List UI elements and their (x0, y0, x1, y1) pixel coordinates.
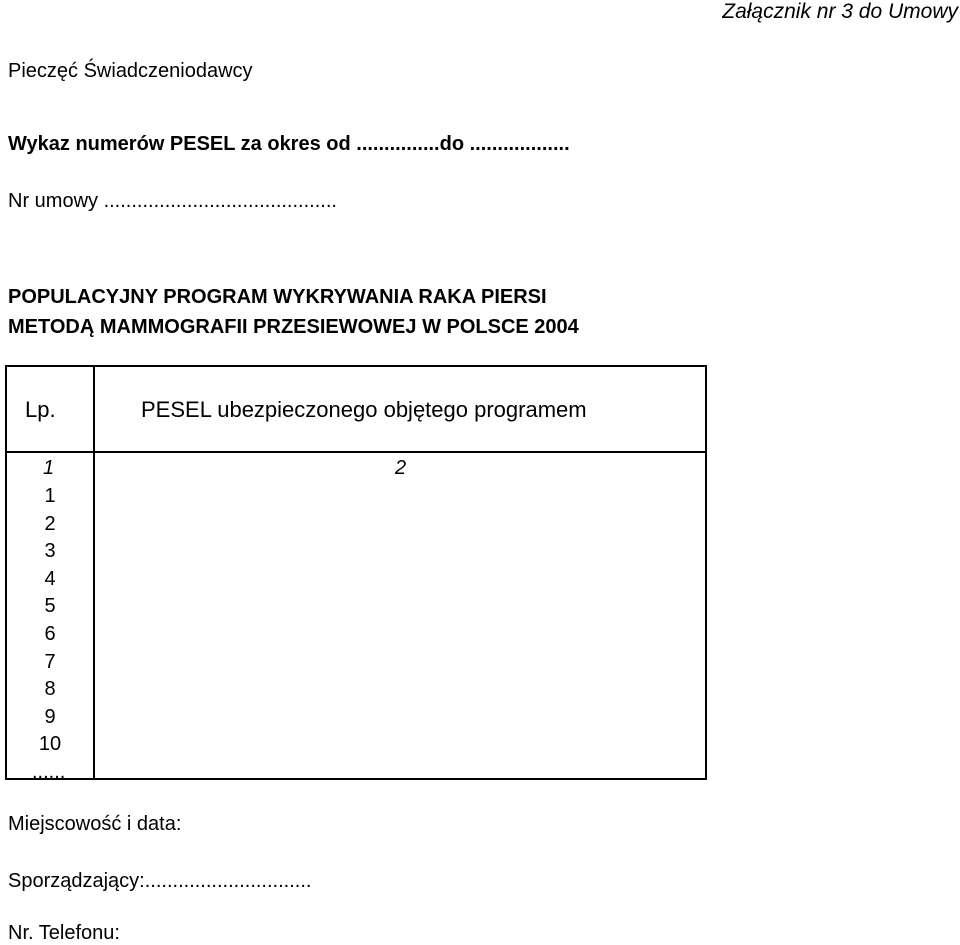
phone-label: Nr. Telefonu: (8, 922, 120, 944)
program-title-line-2: METODĄ MAMMOGRAFII PRZESIEWOWEJ W POLSCE 2004 (8, 316, 579, 338)
table-row: 1 (44, 485, 56, 507)
table-row: 2 (44, 512, 56, 535)
provider-stamp-label: Pieczęć Świadczeniodawcy (8, 60, 253, 82)
place-date-label: Miejscowość i data: (8, 813, 182, 835)
table-row: 9 (44, 705, 56, 728)
column-number-1: 1 (43, 457, 55, 479)
pesel-list-title: Wykaz numerów PESEL za okres od ...............do .................. (8, 133, 570, 155)
table-rows (7, 483, 93, 787)
table-row: 7 (44, 650, 56, 673)
column-number-2: 2 (395, 457, 407, 479)
annex-label: Załącznik nr 3 do Umowy (722, 0, 958, 23)
table-row: 3 (44, 540, 56, 563)
table-header-row (7, 367, 705, 453)
prepared-by-label: Sporządzający:.............................. (8, 870, 312, 892)
header-lp: Lp. (25, 397, 56, 422)
program-title-line-1: POPULACYJNY PROGRAM WYKRYWANIA RAKA PIERSI (8, 286, 547, 308)
pesel-table (5, 365, 707, 783)
contract-number-label: Nr umowy .......................................... (8, 190, 337, 212)
table-row-ellipsis: ...... (32, 760, 66, 783)
table-row: 4 (44, 567, 56, 590)
table-row: 8 (44, 678, 56, 701)
table-row: 6 (44, 622, 56, 645)
header-pesel: PESEL ubezpieczonego objętego programem (141, 397, 587, 422)
table-row: 5 (44, 595, 56, 618)
table-row: 10 (38, 733, 62, 756)
